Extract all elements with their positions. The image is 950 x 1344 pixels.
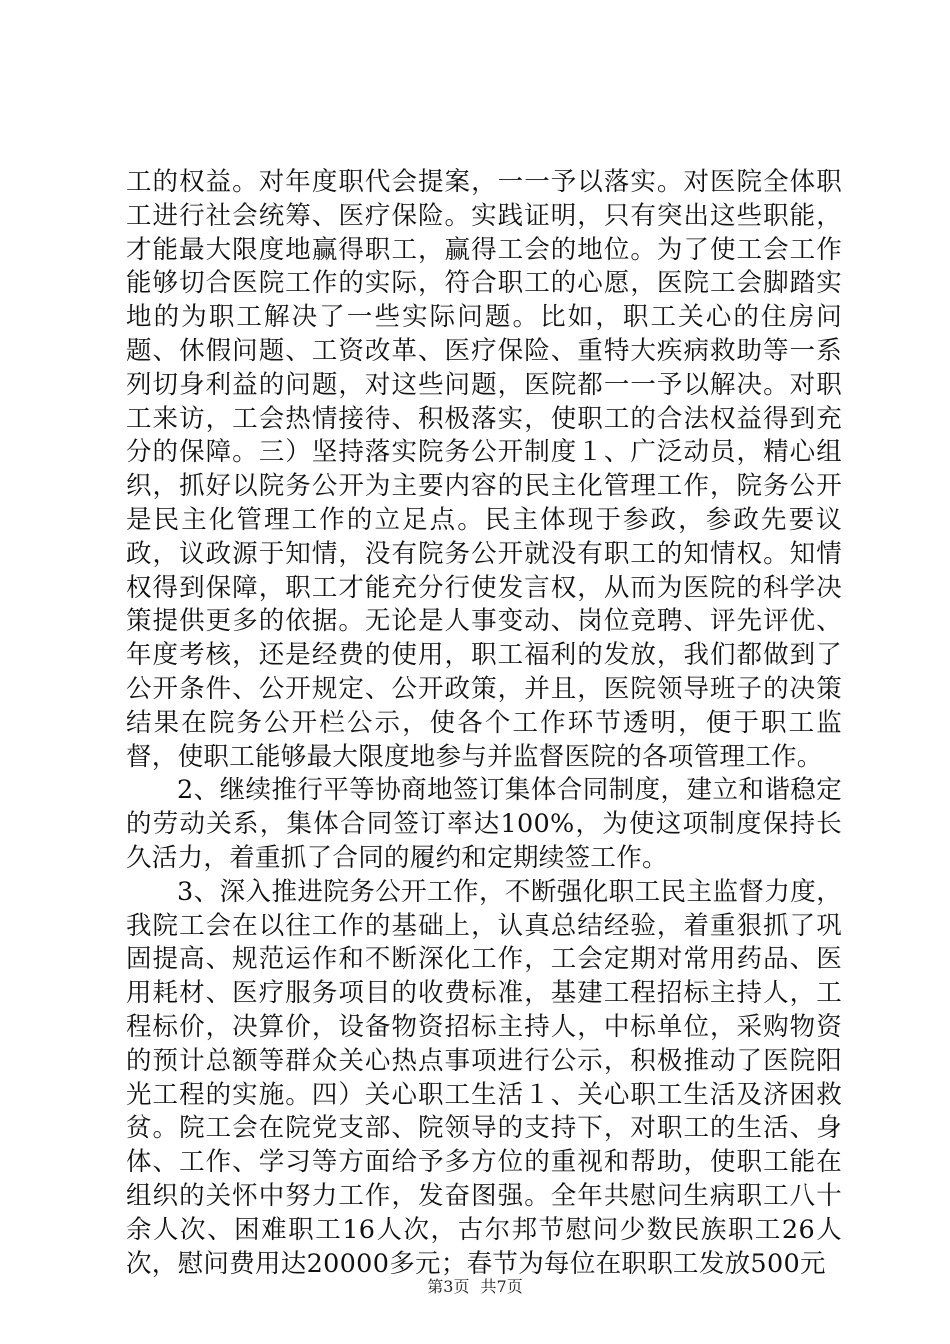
document-body — [126, 166, 842, 1281]
paragraph-item-2: 2、继续推行平等协商地签订集体合同制度，建立和谐稳定的劳动关系，集体合同签订率达100%，为使这项制度保持长久活力，着重抓了合同的履约和定期续签工作。 — [126, 775, 842, 873]
page-number: 第3页 — [427, 1277, 470, 1296]
paragraph-continuation: 工的权益。对年度职代会提案，一一予以落实。对医院全体职工进行社会统筹、医疗保险。实践证明，只有突出这些职能，才能最大限度地赢得职工，赢得工会的地位。为了使工会工作能够切合医院工作的实际，符合职工的心愿，医院工会脚踏实地的为职工解决了一些实际问题。比如，职工关心的住房问题、休假问题、工资改革、医疗保险、重特大疾病救助等一系列切身利益的问题，对这些问题，医院都一一予以解决。对职工来访，工会热情接待、积极落实，使职工的合法权益得到充分的保障。三）坚持落实院务公开制度１、广泛动员，精心组织，抓好以院务公开为主要内容的民主化管理工作，院务公开是民主化管理工作的立足点。民主体现于参政，参政先要议政，议政源于知情，没有院务公开就没有职工的知情权。知情权得到保障，职工才能充分行使发言权，从而为医院的科学决策提供更多的依据。无论是人事变动、岗位竞聘、评先评优、年度考核，还是经费的使用，职工福利的发放，我们都做到了公开条件、公开规定、公开政策，并且，医院领导班子的决策结果在院务公开栏公示，使各个工作环节透明，便于职工监督，使职工能够最大限度地参与并监督医院的各项管理工作。 — [126, 167, 842, 772]
page-footer — [0, 1274, 950, 1297]
page-total: 共7页 — [480, 1277, 523, 1296]
paragraph-item-3: 3、深入推进院务公开工作，不断强化职工民主监督力度，我院工会在以往工作的基础上，认真总结经验，着重狠抓了巩固提高、规范运作和不断深化工作，工会定期对常用药品、医用耗材、医疗服务项目的收费标准，基建工程招标主持人，工程标价，决算价，设备物资招标主持人，中标单位，采购物资的预计总额等群众关心热点事项进行公示，积极推动了医院阳光工程的实施。四）关心职工生活１、关心职工生活及济困救贫。院工会在院党支部、院领导的支持下，对职工的生活、身体、工作、学习等方面给予多方位的重视和帮助，使职工能在组织的关怀中努力工作，发奋图强。全年共慰问生病职工八十余人次、困难职工16人次，古尔邦节慰问少数民族职工26人次，慰问费用达20000多元；春节为每位在职职工发放500元 — [126, 876, 842, 1279]
